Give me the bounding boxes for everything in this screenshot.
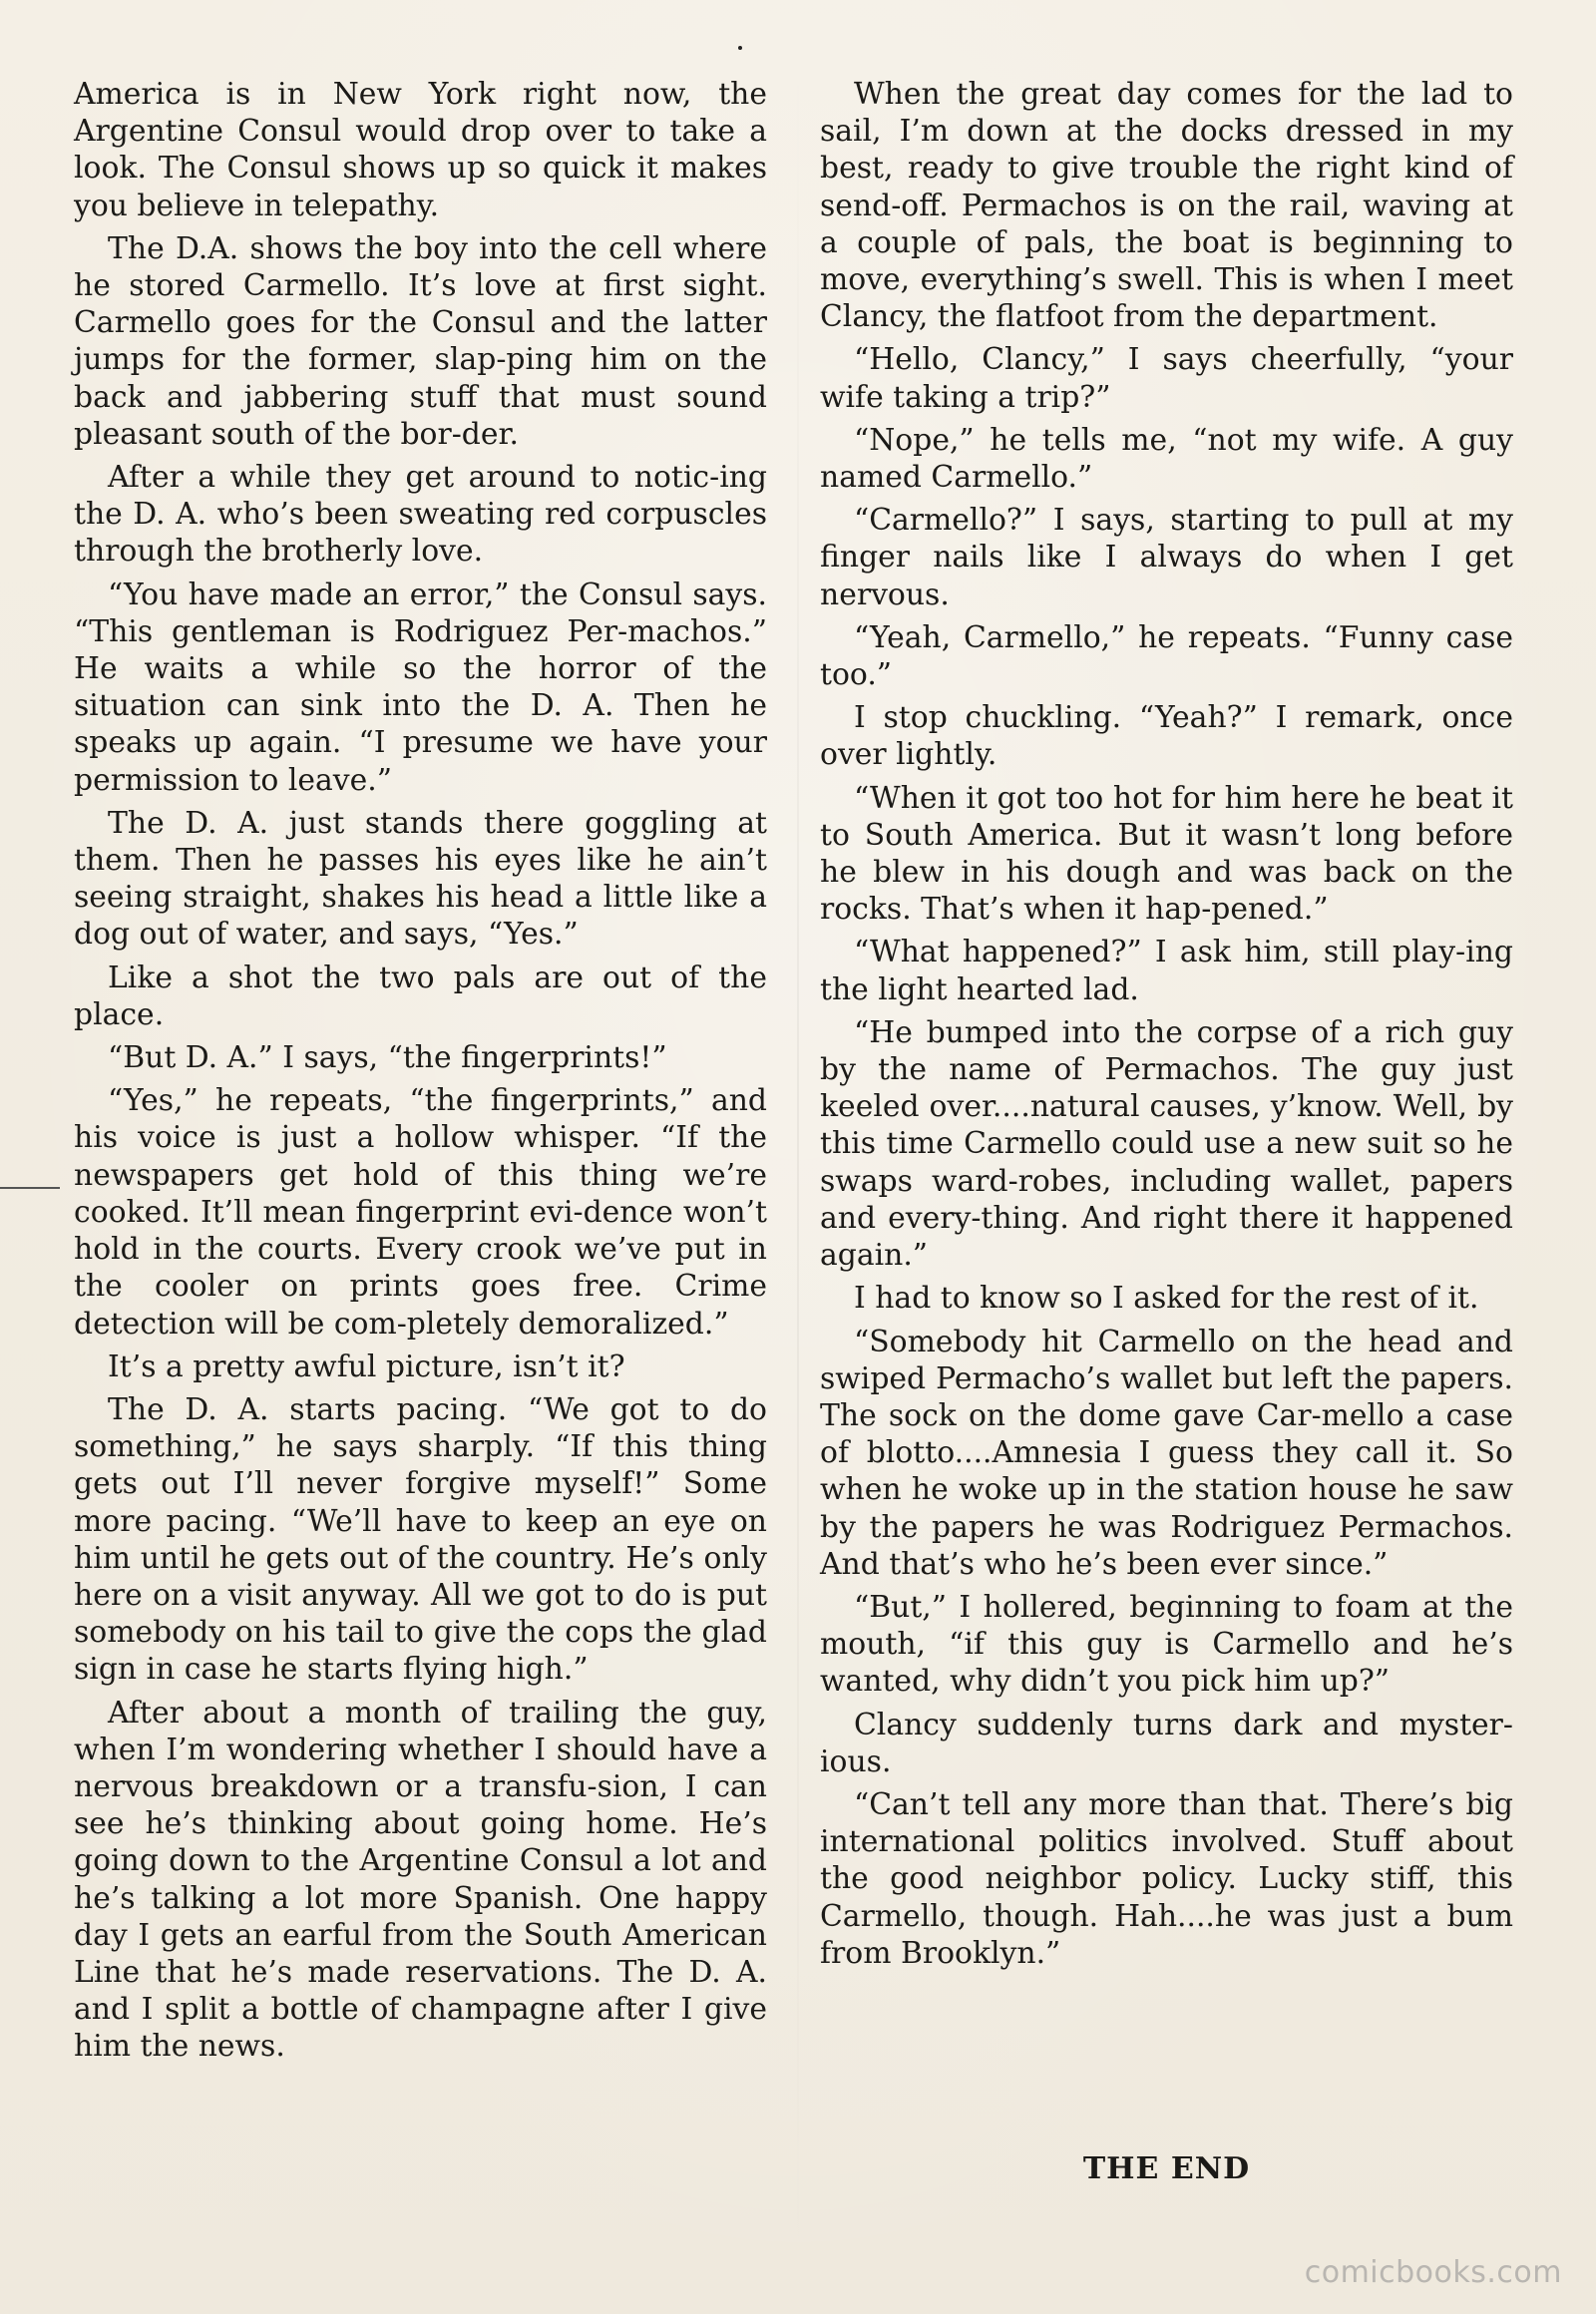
paragraph: “Nope,” he tells me, “not my wife. A guy named Carmello.” [820, 422, 1513, 496]
paragraph: “Yes,” he repeats, “the fingerprints,” and his voice is just a hollow whisper. “If the newspapers get hold of this thing we’re cooked. It’ll mean fingerprint evi-dence won’t hold in the courts. Every crook we’ve put in the cooler on prints goes free. Crime detection will be com-pletely demoralized.” [74, 1083, 767, 1342]
paragraph: “What happened?” I ask him, still play-ing the light hearted lad. [820, 935, 1513, 1007]
paragraph: The D. A. just stands there goggling at them. Then he passes his eyes like he ain’t seeing straight, shakes his head a little like a dog out of water, and says, “Yes.” [74, 805, 767, 953]
the-end-label: THE END [1082, 2151, 1251, 2186]
right-text-column [820, 76, 1513, 1978]
print-speck [738, 46, 742, 50]
paragraph: The D. A. starts pacing. “We got to do something,” he says sharply. “If this thing gets out I’ll never forgive myself!” Some more pacing. “We’ll have to keep an eye on him until he gets out of the country. He’s only here on a visit anyway. All we got to do is put somebody on his tail to give the cops the glad sign in case he starts flying high.” [74, 1391, 767, 1688]
margin-scratch [0, 1187, 60, 1189]
paragraph: After about a month of trailing the guy, when I’m wondering whether I should have a nervous breakdown or a transfu-sion, I can see he’s thinking about going home. He’s going down to the Argentine Consul a lot and he’s talking a lot more Spanish. One happy day I gets an earful from the South American Line that he’s made reservations. The D. A. and I split a bottle of champagne after I give him the news. [74, 1695, 767, 2065]
paragraph: “Yeah, Carmello,” he repeats. “Funny case too.” [820, 619, 1513, 693]
paragraph: “But,” I hollered, beginning to foam at the mouth, “if this guy is Carmello and he’s wanted, why didn’t you pick him up?” [820, 1589, 1513, 1700]
paragraph: Clancy suddenly turns dark and myster-ious. [820, 1707, 1513, 1779]
paragraph: I stop chuckling. “Yeah?” I remark, once over lightly. [820, 700, 1513, 773]
paragraph: “Can’t tell any more than that. There’s big international politics involved. Stuff about the good neighbor policy. Lucky stiff, this Carmello, though. Hah....he was just a bum from Brooklyn.” [820, 1786, 1513, 1971]
paragraph: The D.A. shows the boy into the cell where he stored Carmello. It’s love at first sight. Carmello goes for the Consul and the latter jumps for the former, slap-ping him on the back and jabbering stuff that must sound pleasant south of the bor-der. [74, 230, 767, 452]
paragraph: When the great day comes for the lad to sail, I’m down at the docks dressed in my best, ready to give trouble the right kind of send-off. Permachos is on the rail, waving at a couple of pals, the boat is beginning to move, everything’s swell. This is when I meet Clancy, the flatfoot from the department. [820, 77, 1513, 335]
paragraph: “Hello, Clancy,” I says cheerfully, “your wife taking a trip?” [820, 342, 1513, 415]
left-text-column [74, 76, 767, 2072]
paragraph: “Somebody hit Carmello on the head and swiped Permacho’s wallet but left the papers. The sock on the dome gave Car-mello a case of blotto....Amnesia I guess they call it. So when he woke up in the station house he saw by the papers he was Rodriguez Permachos. And that’s who he’s been ever since.” [820, 1324, 1513, 1582]
paragraph: Like a shot the two pals are out of the place. [74, 960, 767, 1032]
paragraph: “You have made an error,” the Consul says. “This gentleman is Rodriguez Per-machos.” He waits a while so the horror of the situation can sink into the D. A. Then he speaks up again. “I presume we have your permission to leave.” [74, 577, 767, 798]
paragraph: After a while they get around to notic-ing the D. A. who’s been sweating red corpuscles through the brotherly love. [74, 460, 767, 570]
paragraph: “He bumped into the corpse of a rich guy by the name of Permachos. The guy just keeled over....natural causes, y’know. Well, by this time Carmello could use a new suit so he swaps ward-robes, including wallet, papers and every-thing. And right there it happened again.” [820, 1014, 1513, 1274]
paragraph: “When it got too hot for him here he beat it to South America. But it wasn’t long before he blew in his dough and was back on the rocks. That’s when it hap-pened.” [820, 780, 1513, 928]
paragraph: It’s a pretty awful picture, isn’t it? [108, 1349, 625, 1384]
paragraph: “But D. A.” I says, “the fingerprints!” [108, 1040, 667, 1076]
paragraph: America is in New York right now, the Argentine Consul would drop over to take a look. The Consul shows up so quick it makes you believe in telepathy. [74, 77, 767, 223]
center-fold [797, 40, 799, 2284]
paragraph: I had to know so I asked for the rest of it. [854, 1281, 1479, 1317]
paragraph: “Carmello?” I says, starting to pull at my finger nails like I always do when I get nervous. [820, 503, 1513, 612]
site-watermark: comicbooks.com [1304, 2255, 1562, 2290]
